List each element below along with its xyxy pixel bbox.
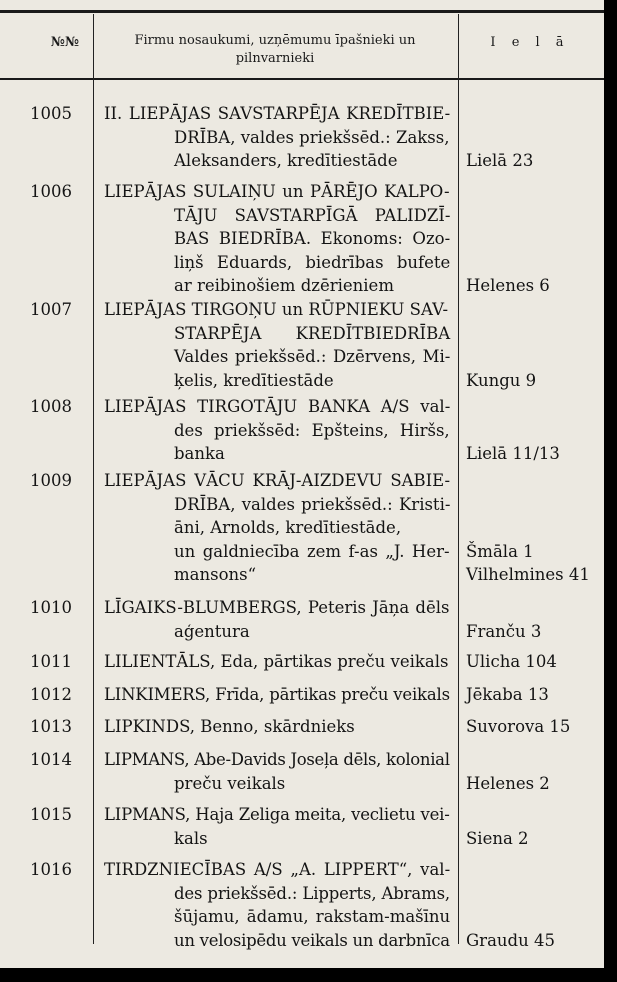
entry-street: Helenes 6: [466, 276, 550, 295]
entry-street: Lielā 11/13: [466, 444, 560, 463]
entry-name-line: BAS BIEDRĪBA. Ekonoms: Ozo-: [174, 229, 451, 248]
entry-name-line: Aleksanders, kredītiestāde: [174, 151, 398, 170]
entry-street: Siena 2: [466, 828, 529, 848]
entry-name-line: II. LIEPĀJAS SAVSTARPĒJA KREDĪTBIE-: [104, 104, 451, 123]
entry-number: 1010: [30, 598, 72, 617]
entry-number: 1009: [30, 471, 72, 490]
entry-number: 1014: [30, 750, 72, 769]
entry-name-line: DRĪBA, valdes priekšsēd.: Zakss,: [174, 127, 450, 147]
entry-street: Šmāla 1: [466, 541, 534, 561]
entry-name-line: LIEPĀJAS TIRGOŅU un RŪPNIEKU SAV-: [104, 300, 449, 319]
header-number: №№: [50, 35, 80, 50]
entry-name-line: LIPMANS, Haja Zeliga meita, veclietu vei-: [104, 805, 450, 824]
entry-number: 1007: [30, 300, 72, 319]
entry-name-line: des priekšsēd.: Lipperts, Abrams,: [174, 883, 450, 903]
entry-street: Franču 3: [466, 621, 542, 641]
entry-street: Graudu 45: [466, 930, 555, 950]
entry-name-line: aģentura: [174, 621, 250, 641]
entry-name-line: un galdniecība zem f-as „J. Her-: [174, 541, 450, 561]
entry-name-line: LIEPĀJAS SULAIŅU un PĀRĒJO KALPO-: [104, 182, 450, 201]
entry-name-line: āni, Arnolds, kredītiestāde,: [174, 518, 402, 537]
entry-number: 1006: [30, 182, 72, 201]
entry-number: 1005: [30, 104, 72, 123]
top-rule: [0, 10, 604, 13]
entry-name-line: LILIENTĀLS, Eda, pārtikas preču veikals: [104, 652, 449, 671]
entry-number: 1015: [30, 805, 72, 824]
entry-name-line: STARPĒJA KREDĪTBIEDRĪBA: [174, 323, 451, 343]
entry-number: 1008: [30, 397, 72, 416]
entry-name-line: ar reibinošiem dzērieniem: [174, 276, 394, 295]
entry-number: 1012: [30, 685, 72, 704]
header-street: I e l ā: [490, 35, 570, 50]
entry-name-line: ķelis, kredītiestāde: [174, 370, 334, 390]
entry-number: 1013: [30, 717, 72, 736]
header-name: [105, 32, 445, 68]
entry-street: Lielā 23: [466, 151, 534, 170]
entry-street: Ulicha 104: [466, 652, 557, 671]
entry-street: Suvorova 15: [466, 717, 571, 736]
header-name-line2: pilnvarnieki: [235, 51, 315, 66]
entry-name-line: Valdes priekšsēd.: Dzērvens, Mi-: [174, 347, 451, 366]
entry-name-line: TĀJU SAVSTARPĪGĀ PALIDZĪ-: [174, 205, 451, 225]
entry-street: Helenes 2: [466, 773, 550, 793]
entry-street: Jēkaba 13: [466, 685, 549, 704]
entry-name-line: DRĪBA, valdes priekšsēd.: Kristi-: [174, 494, 451, 514]
header-name-line1: Firmu nosaukumi, uzņēmumu īpašnieki un: [134, 33, 416, 48]
entry-name-line: LIEPĀJAS TIRGOTĀJU BANKA A/S val-: [104, 397, 451, 416]
entry-street: Vilhelmines 41: [466, 565, 590, 584]
entry-name-line: LINKIMERS, Frīda, pārtikas preču veikals: [104, 685, 450, 704]
entry-name-line: LIPMANS, Abe-Davids Joseļa dēls, kolonial: [104, 750, 450, 769]
entry-name-line: des priekšsēd: Epšteins, Hiršs,: [174, 420, 450, 440]
entry-name-line: LIEPĀJAS VĀCU KRĀJ-AIZDEVU SABIE-: [104, 471, 451, 490]
column-divider-right: [458, 14, 459, 944]
entry-name-line: TIRDZNIECĪBAS A/S „A. LIPPERT“, val-: [104, 860, 451, 879]
entry-name-line: liņš Eduards, biedrības bufete: [174, 252, 451, 272]
column-divider-left: [93, 14, 94, 944]
entry-number: 1011: [30, 652, 72, 671]
entry-name-line: LIPKINDS, Benno, skārdnieks: [104, 717, 355, 736]
entry-number: 1016: [30, 860, 72, 879]
entry-name-line: mansons“: [174, 565, 257, 584]
entry-name-line: preču veikals: [174, 773, 286, 793]
entry-name-line: šūjamu, ādamu, rakstam-mašīnu: [174, 907, 451, 926]
entry-name-line: banka: [174, 444, 225, 463]
entry-street: Kungu 9: [466, 370, 537, 390]
entry-name-line: LĪGAIKS-BLUMBERGS, Peteris Jāņa dēls: [104, 598, 450, 617]
entry-name-line: kals: [174, 828, 208, 848]
header-rule: [0, 78, 604, 80]
entry-name-line: un velosipēdu veikals un darbnīca: [174, 930, 450, 950]
